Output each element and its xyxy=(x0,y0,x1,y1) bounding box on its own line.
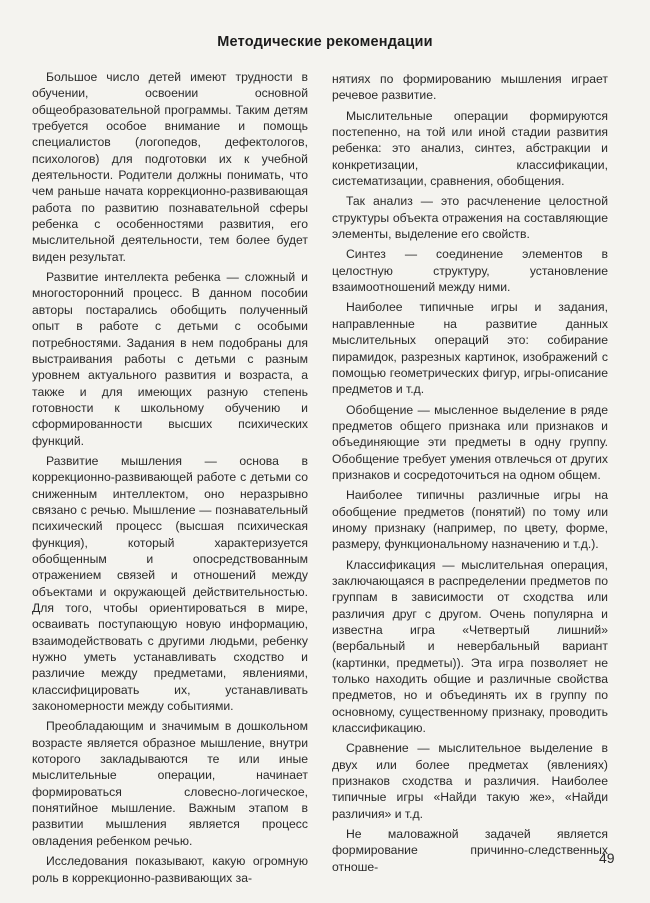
paragraph: Преобладающим и значимым в дошкольном возрасте является образное мышление, внутри которого закладываются те или иные мыслительные операции, начинает формироваться словесно-логическое, понятийное мышление. Важным этапом в развитии мышления является процесс овладения ребенком речью. xyxy=(32,719,308,848)
page-title: Методические рекомендации xyxy=(217,34,433,50)
paragraph: Синтез — соединение элементов в целостную структуру, установление взаимоотношений между ними. xyxy=(332,247,608,295)
paragraph: Развитие интеллекта ребенка — сложный и многосторонний процесс. В данном пособии авторы постарались обобщить полученный опыт в работе с детьми с особыми потребностями. Задания в нем подобраны для выстраивания работы с детьми с разным уровнем актуального развития и возраста, а также и для имеющих разную степень готовности к школьному обучению и сформированности высших психических функций. xyxy=(32,270,308,448)
paragraph: Наиболее типичные игры и задания, направленные на развитие данных мыслительных операций это: собирание пирамидок, разрезных картинок, изображений с помощью геометрических фигур, игры-описание предметов и т.д. xyxy=(332,300,608,397)
paragraph-continuation: нятиях по формированию мышления играет речевое развитие. xyxy=(332,72,608,103)
left-column xyxy=(32,69,308,890)
paragraph: Сравнение — мыслительное выделение в двух или более предметах (явлениях) признаков сходства и различия. Наиболее типичные игры «Найди такую же», «Найди различия» и т.д. xyxy=(332,741,608,821)
paragraph: Мыслительные операции формируются постепенно, на той или иной стадии развития ребенка: это анализ, синтез, абстракции и конкретизации, классификации, систематизации, сравнения, обобщения. xyxy=(332,108,608,189)
paragraph: Исследования показывают, какую огромную роль в коррекционно-развивающих за- xyxy=(32,854,308,885)
paragraph: Большое число детей имеют трудности в обучении, освоении основной общеобразовательной программы. Таким детям требуется особое внимание и помощь специалистов (логопедов, дефектологов, психологов) для подготовки их к учебной деятельности. Родители должны понимать, что чем раньше начата коррекционно-развивающая работа по развитию познавательной сферы ребенка с особенностями развития, его мыслительной деятельности, тем более будет виден результат. xyxy=(32,70,308,264)
page-number: 49 xyxy=(599,850,615,866)
paragraph: Не маловажной задачей является формирование причинно-следственных отноше- xyxy=(332,827,608,874)
paragraph: Классификация — мыслительная операция, заключающаяся в распределении предметов по группам в зависимости от сходства или различия друг с другом. Очень популярна и известна игра «Четвертый лишний» (вербальный и невербальный вариант (картинки, предметы)). Эта игра позволяет не только находить общие и различные свойства предметов, но и объединять их в группу по основному, существенному признаку, проводить классификацию. xyxy=(332,557,608,736)
paragraph: Наиболее типичны различные игры на обобщение предметов (понятий) по тому или иному признаку (например, по цвету, форме, размеру, функциональному назначению и т.д.). xyxy=(332,488,608,552)
right-column xyxy=(332,71,608,879)
paragraph: Так анализ — это расчленение целостной структуры объекта отражения на составляющие элементы, выделение его свойств. xyxy=(332,194,608,242)
paragraph: Обобщение — мысленное выделение в ряде предметов общего признака или признаков и объединяющие эти предметы в одну группу. Обобщение требует умения отвлечься от других признаков и сосредоточиться на одном общем. xyxy=(332,402,608,482)
paragraph: Развитие мышления — основа в коррекционно-развивающей работе с детьми со сниженным интеллектом, оно неразрывно связано с речью. Мышление — познавательный психический процесс (высшая психическая функция), который характеризуется обобщенным и опосредствованным отражением связей и отношений между объектами и окружающей действительностью. Для того, чтобы ориентироваться в мире, осваивать поступающую новую информацию, взаимодействовать с другими людьми, ребенку нужно уметь устанавливать сходство и различие между предметами, явлениями, классифицировать их, устанавливать закономерности между событиями. xyxy=(32,453,308,714)
